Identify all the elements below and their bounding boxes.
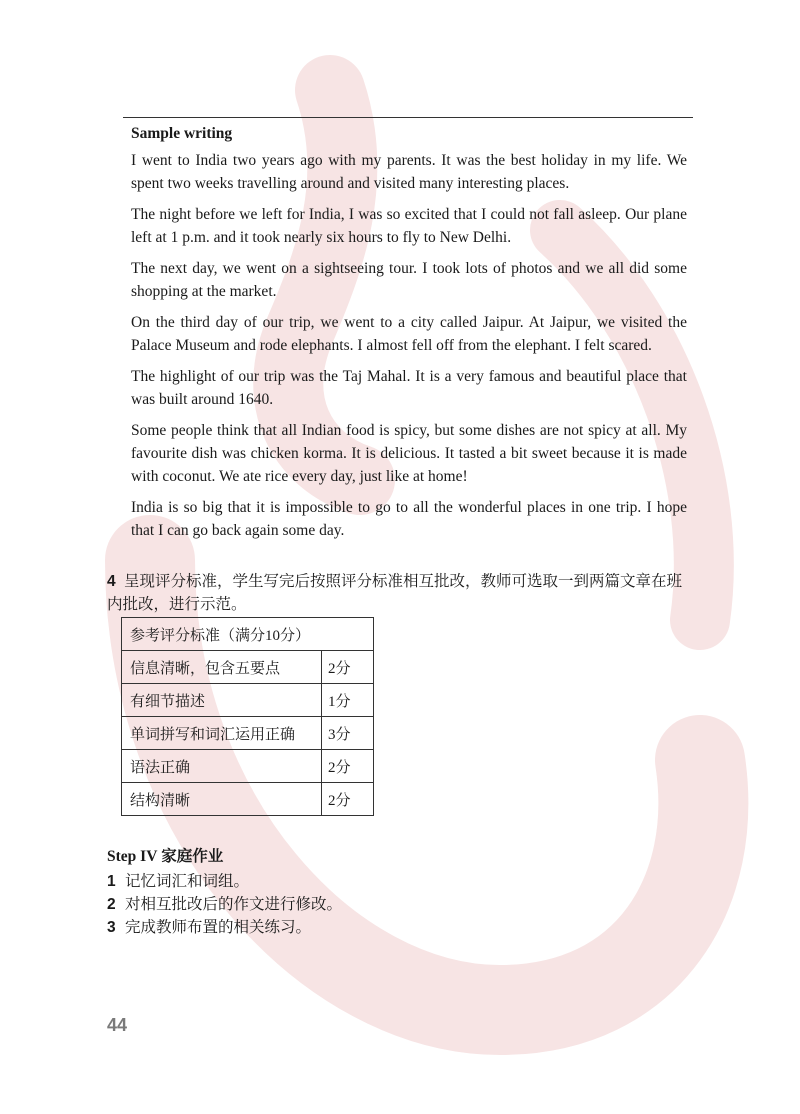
item-text: 呈现评分标准，学生写完后按照评分标准相互批改，教师可选取一到两篇文章在班内批改，进行示范。 [107,573,683,613]
list-text: 完成教师布置的相关练习。 [125,919,312,936]
table-row [122,651,374,684]
table-row [122,684,374,717]
sample-paragraph: On the third day of our trip, we went to a city called Jaipur. At Jaipur, we visited the Palace Museum and rode elephants. I almost fell off from the elephant. I felt scared. [131,314,687,354]
sample-paragraph: The next day, we went on a sightseeing tour. I took lots of photos and we all did some shopping at the market. [131,260,687,300]
sample-paragraph: I went to India two years ago with my parents. It was the best holiday in my life. We spent two weeks travelling around and visited many interesting places. [131,152,687,192]
sample-paragraph: The highlight of our trip was the Taj Mahal. It is a very famous and beautiful place that was built around 1640. [131,368,687,408]
step-heading [107,845,342,868]
criterion-label: 单词拼写和词汇运用正确 [122,717,322,750]
table-row [122,783,374,816]
step-title: 家庭作业 [161,848,224,865]
criterion-score: 3分 [322,717,374,750]
scoring-criteria-table [121,617,374,816]
list-text: 记忆词汇和词组。 [125,873,250,890]
sample-paragraph: The night before we left for India, I was so excited that I could not fall asleep. Our plane left at 1 p.m. and it took nearly six hours to fly to New Delhi. [131,206,687,246]
criterion-label: 有细节描述 [122,684,322,717]
sample-writing-section [131,123,687,550]
list-number: 3 [107,919,116,936]
item-number: 4 [107,573,116,590]
list-number: 2 [107,896,116,913]
criterion-label: 信息清晰，包含五要点 [122,651,322,684]
list-item [107,916,342,939]
page-number: 44 [107,1015,128,1035]
sample-paragraph: Some people think that all Indian food is spicy, but some dishes are not spicy at all. My favourite dish was chicken korma. It is delicious. It tasted a bit sweet because it is made with coconut. We ate rice every day, just like at home! [131,422,687,485]
instruction-item-4 [107,570,697,616]
table-header: 参考评分标准（满分10分） [122,618,374,651]
criterion-score: 2分 [322,651,374,684]
criterion-score: 2分 [322,783,374,816]
list-item [107,893,342,916]
sample-paragraph: India is so big that it is impossible to go to all the wonderful places in one trip. I hope that I can go back again some day. [131,499,687,539]
criterion-label: 语法正确 [122,750,322,783]
homework-list [107,870,342,939]
sample-heading: Sample writing [131,125,233,142]
criterion-score: 2分 [322,750,374,783]
top-divider [123,117,693,118]
criterion-label: 结构清晰 [122,783,322,816]
criterion-score: 1分 [322,684,374,717]
list-text: 对相互批改后的作文进行修改。 [125,896,343,913]
homework-section [107,845,342,939]
table-row [122,717,374,750]
table-header-row [122,618,374,651]
list-item [107,870,342,893]
list-number: 1 [107,873,116,890]
table-row [122,750,374,783]
step-label: Step IV [107,848,158,865]
